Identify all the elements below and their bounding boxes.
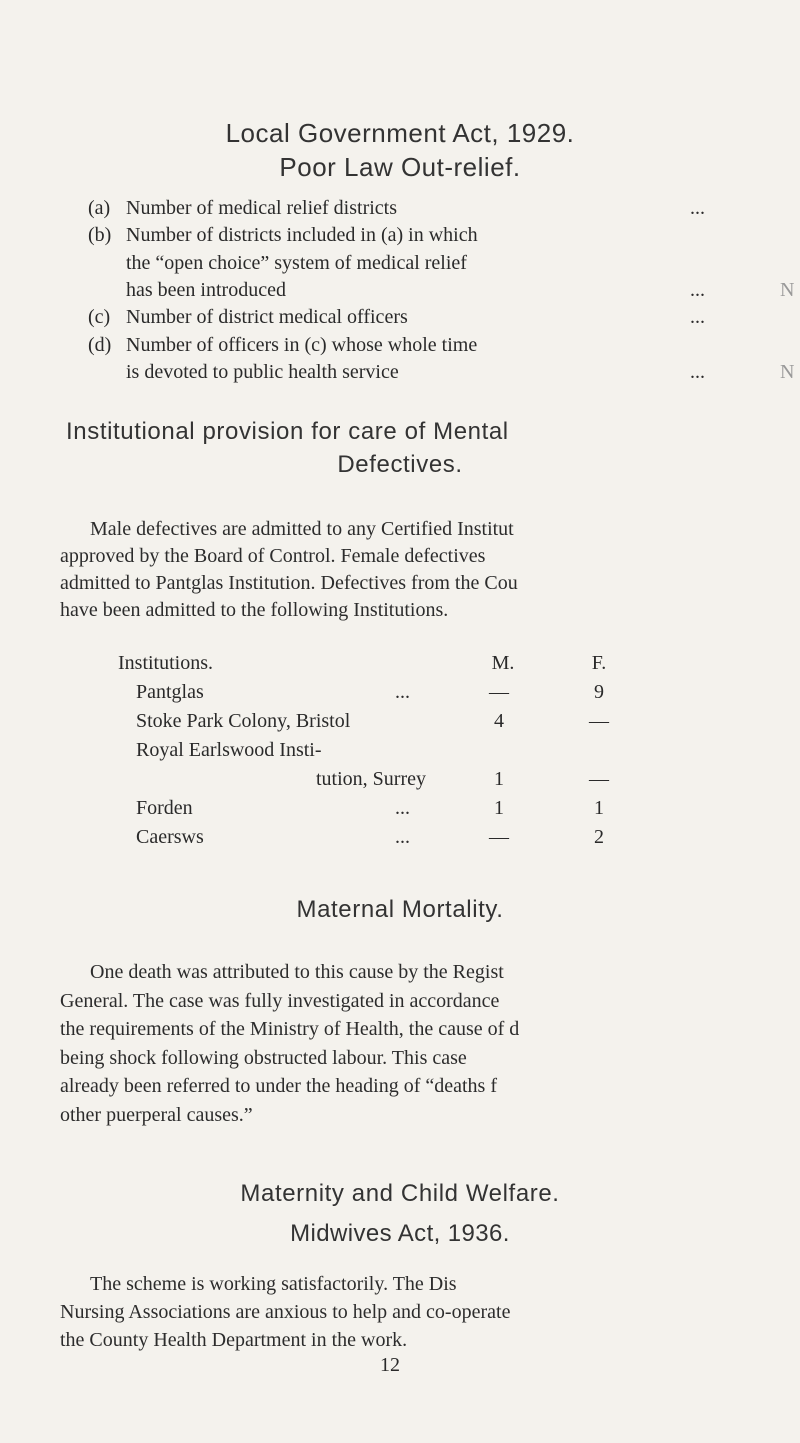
page-number: 12	[380, 1354, 400, 1376]
maternal-paragraph: One death was attributed to this cause by the Regist General. The case was fully investigated in accordance the requirements of the Ministry of Health, the cause of d being shock following obstructed labour. This case already been referred to under the heading of “deaths f other puerperal causes.”	[60, 961, 520, 1126]
section-heading-maternal: Maternal Mortality.	[296, 896, 504, 923]
section-subheading-midwives: Midwives Act, 1936.	[290, 1220, 510, 1247]
section-heading-mental-2: Defectives.	[337, 451, 463, 478]
section-heading-welfare: Maternity and Child Welfare.	[240, 1180, 560, 1207]
section-heading-mental: Institutional provision for care of Mental	[66, 418, 509, 445]
page-title: Local Government Act, 1929.	[225, 118, 575, 148]
document-page: Local Government Act, 1929. Poor Law Out-relief. (a) Number of medical relief districts ... (b) Number of districts included in (a) in which the “open choice” system of medical relief has been introduced ... N (c) Number of district medical officers ... (d) Number of officers in (c) whose whole time is devoted to public health service ... N Institutional provision for care of Mental Defectives. Male defectives are admitted to any Certified Institut approved by the Board of Control. Female defectives admitted to Pantglas Institution. Defectives from the Cou have been admitted to the following Institutions. Institutions. M. F. Pantglas ... — 9 Stoke Park Colony, Bristol 4 — Royal Earlswood Insti- tution, Surrey 1 — Forden ... 1 1 Caersws ... — 2 Maternal Mortality. One death was attributed to this cause by the Regist General. The case was fully investigated in accordance the requirements of the Ministry of Health, the cause of d being shock following obstructed labour. This case already been referred to under the heading of “deaths f other puerperal causes.” Maternity and Child Welfare. Midwives Act, 1936. The scheme is working satisfactorily. The Dis Nursing Associations are anxious to help and co-operate the County Health Department in the work. 12	[0, 0, 800, 1443]
mental-paragraph: Male defectives are admitted to any Certified Institut approved by the Board of Control. Female defectives admitted to Pantglas Institution. Defectives from the Cou have been admitted to the following Institutions.	[60, 518, 518, 621]
page-subtitle: Poor Law Out-relief.	[279, 152, 521, 182]
welfare-paragraph: The scheme is working satisfactorily. The Dis Nursing Associations are anxious to help and co-operate the County Health Department in the work.	[60, 1273, 511, 1351]
